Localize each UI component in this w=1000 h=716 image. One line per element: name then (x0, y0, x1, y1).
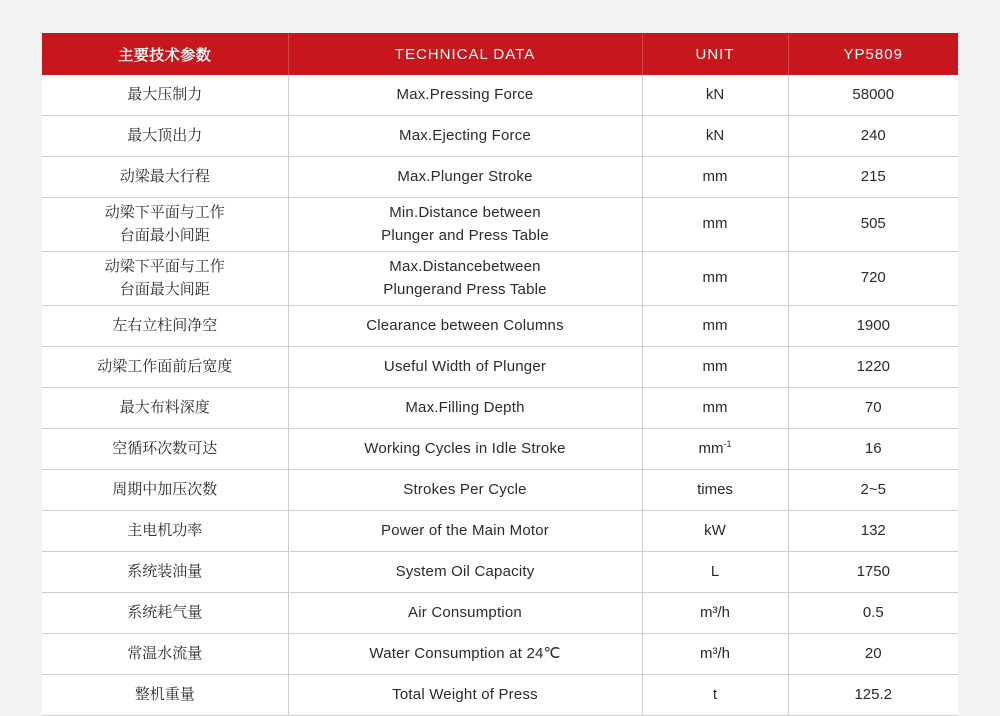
cell-parameter-en: Water Consumption at 24℃ (288, 634, 642, 675)
cell-parameter-cn: 动梁最大行程 (42, 157, 288, 198)
table-row (42, 429, 958, 470)
cell-unit: m³/h (642, 634, 788, 675)
cell-value: 2~5 (788, 470, 958, 511)
cell-value: 16 (788, 429, 958, 470)
cell-parameter-en: System Oil Capacity (288, 552, 642, 593)
cell-value: 20 (788, 634, 958, 675)
cell-parameter-cn: 空循环次数可达 (42, 429, 288, 470)
cell-unit: kN (642, 116, 788, 157)
table-row (42, 252, 958, 306)
cell-unit: mm (642, 198, 788, 252)
table-row (42, 634, 958, 675)
cell-parameter-cn: 主电机功率 (42, 511, 288, 552)
cell-parameter-cn (42, 252, 288, 306)
cell-unit: times (642, 470, 788, 511)
cell-parameter-en: Max.Plunger Stroke (288, 157, 642, 198)
header-cell-parameter-cn: 主要技术参数 (42, 33, 288, 75)
cell-unit: t (642, 675, 788, 716)
cell-parameter-en: Strokes Per Cycle (288, 470, 642, 511)
header-cell-technical-data: TECHNICAL DATA (288, 33, 642, 75)
table-row (42, 198, 958, 252)
cell-value: 1900 (788, 306, 958, 347)
cell-parameter-cn-line1: 动梁下平面与工作 (104, 204, 225, 221)
table-row (42, 306, 958, 347)
table-row (42, 470, 958, 511)
cell-value: 215 (788, 157, 958, 198)
cell-parameter-cn: 系统耗气量 (42, 593, 288, 634)
header-row (42, 33, 958, 75)
table-row (42, 593, 958, 634)
header-cell-unit: UNIT (642, 33, 788, 75)
cell-unit: kN (642, 75, 788, 116)
cell-unit: kW (642, 511, 788, 552)
cell-parameter-cn: 最大顶出力 (42, 116, 288, 157)
cell-parameter-cn: 最大布料深度 (42, 388, 288, 429)
table-row (42, 116, 958, 157)
table-body (42, 75, 958, 716)
cell-value: 125.2 (788, 675, 958, 716)
cell-parameter-cn: 常温水流量 (42, 634, 288, 675)
cell-parameter-cn: 系统装油量 (42, 552, 288, 593)
cell-parameter-en-line1: Min.Distance between (389, 204, 541, 221)
cell-parameter-cn: 周期中加压次数 (42, 470, 288, 511)
cell-parameter-cn: 整机重量 (42, 675, 288, 716)
table-row (42, 552, 958, 593)
cell-value: 0.5 (788, 593, 958, 634)
cell-parameter-cn-line1: 动梁下平面与工作 (104, 258, 225, 275)
cell-parameter-en-line2: Plunger and Press Table (381, 226, 549, 244)
cell-value: 505 (788, 198, 958, 252)
cell-unit: mm (642, 306, 788, 347)
table-row (42, 388, 958, 429)
cell-value: 1750 (788, 552, 958, 593)
cell-value: 720 (788, 252, 958, 306)
cell-parameter-en: Max.Ejecting Force (288, 116, 642, 157)
cell-unit: mm (642, 388, 788, 429)
cell-parameter-cn (42, 198, 288, 252)
cell-unit-exponent: -1 (723, 438, 732, 449)
cell-parameter-en: Useful Width of Plunger (288, 347, 642, 388)
cell-parameter-en (288, 252, 642, 306)
cell-unit (642, 429, 788, 470)
table-row (42, 675, 958, 716)
technical-data-table (42, 33, 958, 716)
cell-parameter-cn-line2: 台面最小间距 (119, 226, 210, 244)
table-row (42, 511, 958, 552)
table-header (42, 33, 958, 75)
cell-parameter-en: Air Consumption (288, 593, 642, 634)
cell-value: 58000 (788, 75, 958, 116)
cell-unit: L (642, 552, 788, 593)
table-row (42, 347, 958, 388)
table-row (42, 157, 958, 198)
cell-parameter-en (288, 198, 642, 252)
cell-value: 132 (788, 511, 958, 552)
cell-parameter-cn: 最大压制力 (42, 75, 288, 116)
cell-parameter-en: Power of the Main Motor (288, 511, 642, 552)
cell-parameter-cn-line2: 台面最大间距 (119, 280, 210, 298)
cell-unit: mm (642, 347, 788, 388)
cell-parameter-cn: 动梁工作面前后宽度 (42, 347, 288, 388)
table-row (42, 75, 958, 116)
cell-value: 70 (788, 388, 958, 429)
cell-unit: mm (642, 157, 788, 198)
cell-value: 240 (788, 116, 958, 157)
cell-parameter-en-line2: Plungerand Press Table (383, 280, 547, 298)
cell-unit: m³/h (642, 593, 788, 634)
spec-table-container (42, 33, 958, 716)
header-cell-model: YP5809 (788, 33, 958, 75)
cell-parameter-cn: 左右立柱间净空 (42, 306, 288, 347)
cell-parameter-en: Total Weight of Press (288, 675, 642, 716)
cell-parameter-en-line1: Max.Distancebetween (389, 258, 541, 275)
cell-parameter-en: Max.Pressing Force (288, 75, 642, 116)
cell-parameter-en: Working Cycles in Idle Stroke (288, 429, 642, 470)
cell-unit: mm (642, 252, 788, 306)
cell-parameter-en: Clearance between Columns (288, 306, 642, 347)
cell-unit-text: mm (698, 439, 724, 457)
cell-parameter-en: Max.Filling Depth (288, 388, 642, 429)
cell-value: 1220 (788, 347, 958, 388)
